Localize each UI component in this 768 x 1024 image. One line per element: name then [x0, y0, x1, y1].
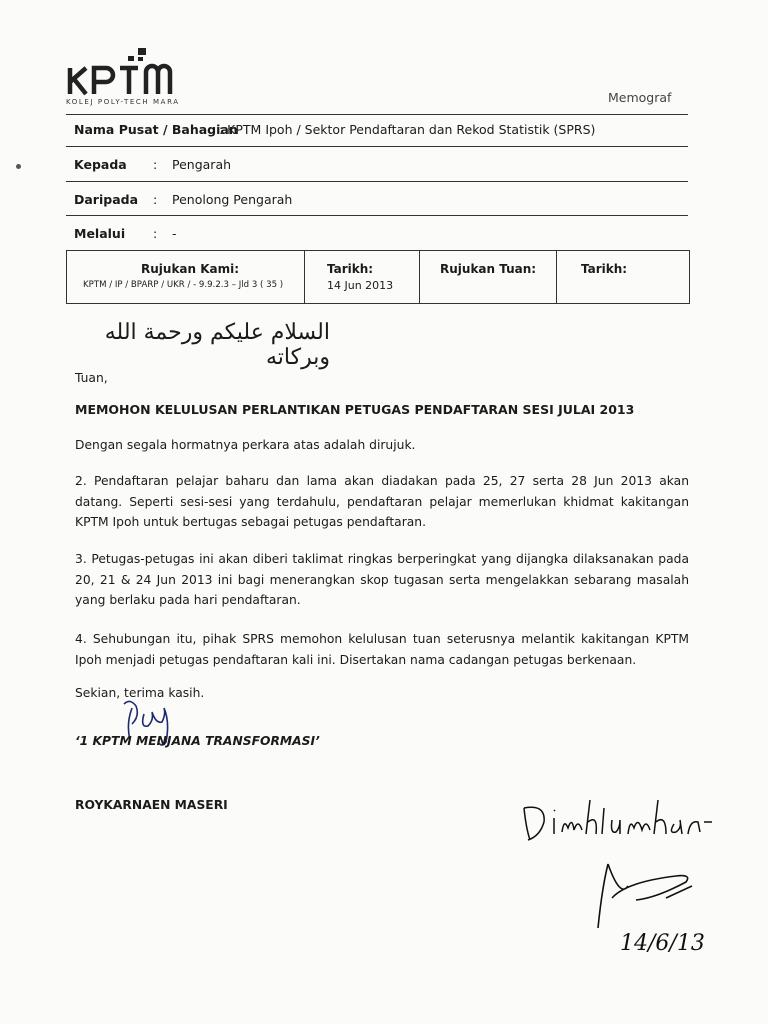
logo-subtitle: KOLEJ POLY-TECH MARA: [66, 98, 180, 106]
paragraph-1: Dengan segala hormatnya perkara atas adalah dirujuk.: [75, 438, 416, 452]
letter-subject: MEMOHON KELULUSAN PERLANTIKAN PETUGAS PENDAFTARAN SESI JULAI 2013: [75, 402, 635, 417]
reference-table: [66, 250, 690, 304]
divider-line: [66, 114, 688, 115]
colon: :: [153, 192, 158, 207]
paragraph-3: 3. Petugas-petugas ini akan diberi taklimat ringkas berperingkat yang dijangka dilaksanakan pada 20, 21 & 24 Jun 2013 ini bagi menerangkan skop tugasan serta mengelakkan sebarang masalah yang berlaku pada hari pendaftaran.: [75, 552, 689, 607]
rujukan-tuan-label: Rujukan Tuan:: [440, 262, 537, 276]
divider-line: [66, 181, 688, 182]
motto: ‘1 KPTM MENJANA TRANSFORMASI’: [75, 734, 320, 748]
kepada-value: Pengarah: [172, 157, 232, 172]
tarikh2-label: Tarikh:: [581, 262, 628, 276]
rujukan-kami-label: Rujukan Kami:: [141, 262, 240, 276]
tarikh-label: Tarikh:: [327, 262, 374, 276]
colon: :: [153, 226, 158, 241]
daripada-value: Penolong Pengarah: [172, 192, 293, 207]
handwritten-annotation: [516, 778, 716, 958]
closing: Sekian, terima kasih.: [75, 686, 205, 700]
paragraph-2: 2. Pendaftaran pelajar baharu dan lama akan diadakan pada 25, 27 serta 28 Jun 2013 akan datang. Seperti sesi-sesi yang terdahulu, pendaftaran pelajar memerlukan khidmat kakitangan KPTM Ipoh untuk bertugas sebagai petugas pendaftaran.: [75, 474, 689, 529]
kepada-label: Kepada: [74, 157, 127, 172]
tarikh-cell: [305, 251, 420, 303]
divider-line: [66, 215, 688, 216]
paragraph-4: 4. Sehubungan itu, pihak SPRS memohon kelulusan tuan seterusnya melantik kakitangan KPTM Ipoh menjadi petugas pendaftaran kali ini. Disertakan nama cadangan petugas berkenaan.: [75, 632, 689, 667]
arabic-greeting: السلام عليكم ورحمة الله وبركاته: [104, 320, 330, 370]
doc-type-label: Memograf: [608, 90, 672, 105]
handwritten-date: 14/6/13: [620, 931, 705, 956]
rujukan-tuan-cell: [420, 251, 557, 303]
scan-speck: [16, 164, 21, 169]
nama-pusat-label: Nama Pusat / Bahagian: [74, 122, 238, 137]
divider-line: [66, 146, 688, 147]
rujukan-kami-cell: [67, 251, 305, 303]
melalui-value: -: [172, 226, 177, 241]
tarikh-value: 14 Jun 2013: [327, 279, 394, 292]
colon: :: [153, 157, 158, 172]
signatory-name: ROYKARNAEN MASERI: [75, 798, 228, 812]
melalui-label: Melalui: [74, 226, 126, 241]
daripada-label: Daripada: [74, 192, 139, 207]
greeting: Tuan,: [75, 371, 108, 385]
rujukan-kami-value: KPTM / IP / BPARP / UKR / - 9.9.2.3 – Jld 3 ( 35 ): [83, 280, 284, 290]
nama-pusat-value: : KPTM Ipoh / Sektor Pendaftaran dan Rekod Statistik (SPRS): [219, 122, 596, 137]
tarikh2-cell: [557, 251, 688, 303]
